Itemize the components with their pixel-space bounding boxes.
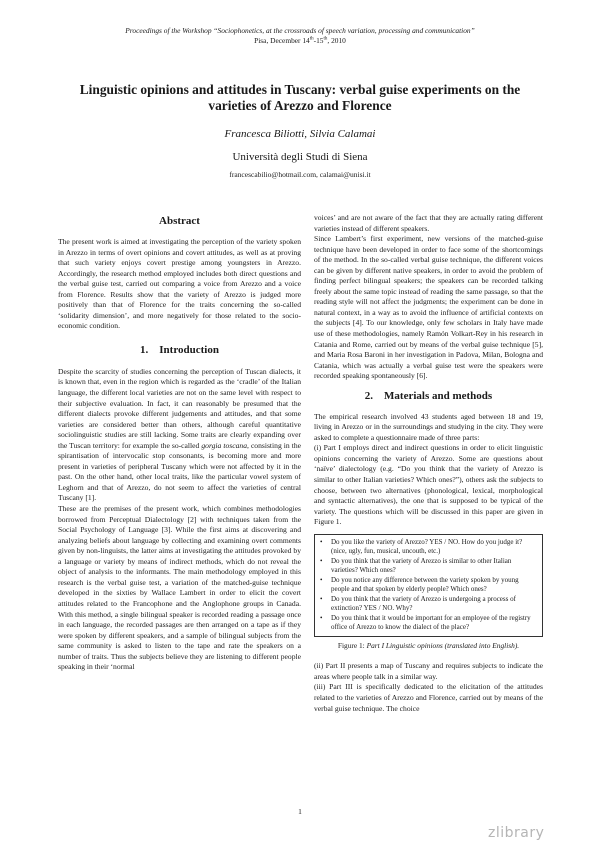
page-number: 1 [298,807,302,816]
figure-item-text: Do you think that the variety of Arezzo is undergoing a process of extinction? YES / NO. Why? [331,594,516,613]
mm-paragraph-1: The empirical research involved 43 students aged between 18 and 19, living in Arezzo or in the surroundings and studying in the city. They were asked to complete a questionnaire made of three parts: [314,411,543,442]
date-prefix: Pisa, December 14 [254,36,310,45]
figure-item [320,594,538,614]
figure-1-list [319,538,538,633]
figure-item-text: Do you notice any difference between the variety spoken by young people and that spoken by elderly people? Which ones? [331,575,519,594]
figure-caption-text: Part I Linguistic opinions (translated into English). [366,640,520,650]
mm-paragraph-2: (i) Part I employs direct and indirect questions in order to elicit linguistic opinions concerning the variety of Arezzo. Some are questions about ‘naïve’ dialectology (e.g. “Do you think that the variety of Arezzo is similar to other Italian varieties? Which ones?”), others ask the subjects to choose, between two alternatives (phonological, lexical, morphological and syntactic alternatives), the one that is supposed to be typical of the variety. The questions which will be discussed in this paper are given in Figure 1. [314,443,543,527]
intro-paragraph-2: These are the premises of the present work, which combines methodologies borrowed from Perceptual Dialectology [2] with techniques taken from the Social Psychology of Language [3]. While the first aims at discovering and analyzing beliefs about language by collecting and examining overt comments given by non-linguists, the latter aims at investigating the attitudes provoked by a language or variety by means of indirect methods, which do not reveal the object of analysis to the informants. The main methodology employed in this research is the verbal guise test, a variation of the matched-guise technique developed in the sixties by Wallace Lambert in order to elicit the covert attitudes related to the Francophone and the Anglophone groups in Canada. With this method, a single bilingual speaker is recorded reading a passage once in each language, the recorded passages are then arranged on a tape as if they were spoken by different speakers, and a sample of bilingual subjects from the same community is asked to listen to the tape and rate the speakers on a number of traits. Thus the subjects believe they are listening to different people speaking in their ‘normal [58,504,301,672]
abstract-heading: Abstract [159,215,200,227]
materials-methods-heading: 2. Materials and methods [364,389,493,402]
figure-1-caption [314,641,543,652]
intro-paragraph-1 [58,367,301,504]
date-suffix: , 2010 [327,36,346,45]
date-mid: -15 [313,36,324,45]
bullet-icon: • [320,537,323,546]
intro-p1-part-a: Despite the scarcity of studies concerning the perception of Tuscan dialects, it is known that, even in the region which is regarded as the ‘cradle’ of the Italian language, the different local varieties are not on the same level with respect to their subjective evaluation. In fact, it can reasonably be presumed that the different dialects provoke different judgements and attitudes, and that some varieties are considered better than others, although careful quantitative sociolinguistic studies are still lacking. Some traits are clearly expanding over the Tuscan territory: for example the so-called [58,366,301,450]
figure-item [320,575,538,595]
figure-item-text: Do you think that the variety of Arezzo is similar to other Italian varieties? Which ones? [331,556,512,575]
figure-1-box [314,534,543,637]
introduction-heading: 1. Introduction [140,343,219,356]
left-column [58,206,301,673]
figure-item [320,556,538,576]
abstract-text: The present work is aimed at investigating the perception of the variety spoken in Arezzo in terms of overt opinions and covert attitudes, as well as at proving that such variety enjoys covert prestige among youngsters in Arezzo. Accordingly, the research method employed includes both direct questions and the verbal guise test, carried out comparing a voice from Arezzo and a voice from Florence. Results show that the variety of Arezzo is judged more positively than that of Florence for the traits concerning the so-called ‘solidarity dimension’, and more negatively for those related to the socio-economic condition. [58,237,301,331]
proceedings-header [60,26,540,46]
bullet-icon: • [320,575,323,584]
figure-item-text: Do you think that it would be important for an employee of the registry office of Arezzo to know the dialect of the place? [331,613,531,632]
zlibrary-watermark: zlibrary [488,825,545,841]
proceedings-title: Proceedings of the Workshop “Sociophonetics, at the crossroads of speech variation, processing and communication” [125,26,475,35]
intro-continuation: voices’ and are not aware of the fact that they are actually rating different varieties instead of different speakers. [314,213,543,233]
intro-paragraph-3: Since Lambert’s first experiment, new versions of the matched-guise technique have been developed in order to face some of the shortcomings of the method. In the so-called verbal guise technique, the different voices can be given by different native speakers, in order to avoid the problem of finding perfect bilingual speakers; the speakers can be recorded talking freely about the same topic instead of reading the same passage, so that the reading style will not affect the judgments; the experiment can be done in natural context, in a way as to avoid the influence of artificial contexts on the subjects [4]. To our knowledge, only few scholars in Italy have made use of these methodologies, namely Ramón Volkart-Rey in his research in Catania and Rome, carried out by means of the verbal guise technique [5], and Maria Rosa Baroni in her investigation in Padova, Milan, Bologna and Catania, which was actually a verbal guise test were the speakers were recorded speaking spontaneously [6]. [314,234,543,381]
figure-item [320,613,538,633]
right-column [314,213,543,714]
paper-emails: francescabilio@hotmail.com, calamai@unisi.it [229,170,371,179]
intro-p1-part-b: , consisting in the spirantisation of intervocalic stop consonants, is becoming more and more present in varieties of peripheral Tuscany which were not affected by it in the past. On the other hand, other local traits, like the particular vowel system of Leghorn and that of Arezzo, do not seem to affect the varieties of central Tuscany [1]. [58,440,302,503]
figure-caption-label: Figure 1: [337,640,367,650]
mm-paragraph-4: (iii) Part III is specifically dedicated to the elicitation of the attitudes related to the varieties of Arezzo and Florence, carried out by means of the verbal guise technique. The choice [314,682,543,713]
paper-authors: Francesca Biliotti, Silvia Calamai [224,128,376,140]
bullet-icon: • [320,556,323,565]
paper-title: Linguistic opinions and attitudes in Tuscany: verbal guise experiments on the varieties of Arezzo and Florence [79,82,521,113]
figure-item [320,537,538,557]
date-sup-2: th [323,36,328,42]
bullet-icon: • [320,613,323,622]
figure-item-text: Do you like the variety of Arezzo? YES / NO. How do you judge it? (nice, ugly, fun, musical, uncouth, etc.) [331,537,523,556]
intro-p1-term: gorgia toscana [201,440,247,450]
workshop-date [60,36,540,46]
date-sup-1: th [309,36,314,42]
mm-paragraph-3: (ii) Part II presents a map of Tuscany and requires subjects to indicate the areas where people talk in a similar way. [314,661,543,681]
paper-affiliation: Università degli Studi di Siena [232,151,368,163]
bullet-icon: • [320,594,323,603]
